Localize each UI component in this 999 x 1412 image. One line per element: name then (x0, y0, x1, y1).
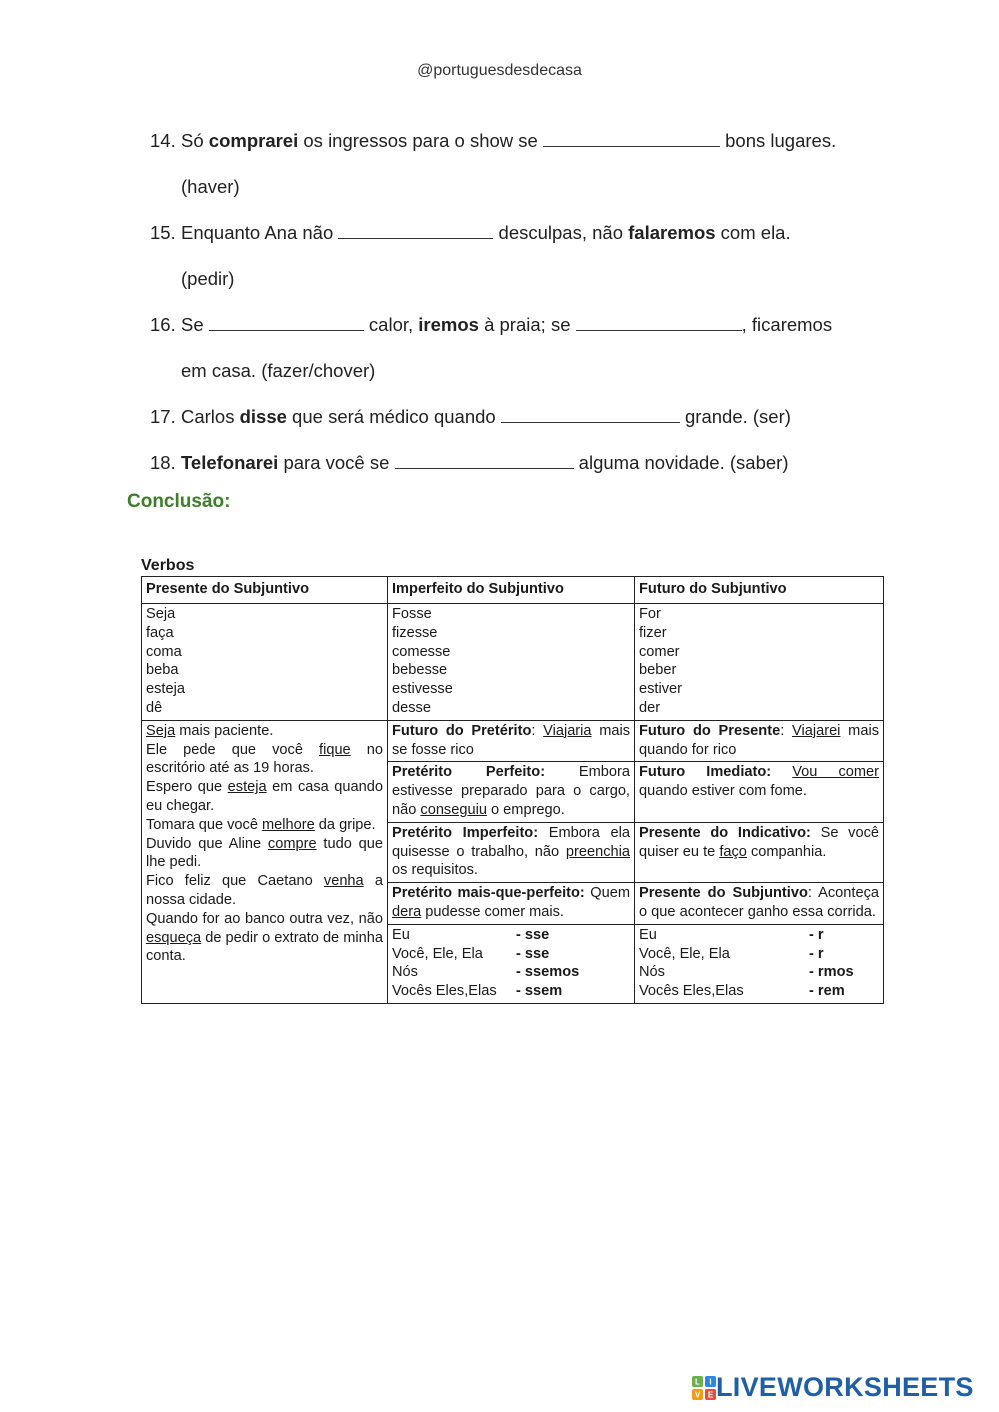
example-text: no escritório até as 19 horas. (146, 741, 383, 777)
verbos-title: Verbos (141, 557, 195, 574)
mais-que-perfeito-cell (388, 883, 635, 925)
underlined-verb: Seja (146, 722, 176, 739)
list-item: bebesse (392, 662, 448, 679)
tense-label: Presente do Subjuntivo (639, 885, 808, 902)
underlined-verb: Viajarei (792, 722, 841, 739)
example-text: companhia. (746, 843, 827, 860)
exercise-item-16 (150, 302, 890, 394)
underlined-verb: conseguiu (420, 801, 487, 818)
example-text: os requisitos. (392, 862, 478, 879)
suffix: - r (809, 945, 824, 962)
exercise-number: 15. (150, 222, 176, 243)
answer-blank[interactable] (501, 404, 680, 423)
verbos-summary (141, 556, 883, 1004)
example-text: Ele pede que você (146, 741, 320, 758)
exercise-verb: comprarei (208, 130, 299, 151)
brand-text: LIVEWORKSHEETS (716, 1372, 974, 1402)
answer-blank[interactable] (395, 450, 574, 469)
pronoun: Você, Ele, Ela (639, 945, 730, 962)
underlined-verb: venha (323, 873, 364, 890)
futuro-preterito-cell (388, 720, 635, 762)
ending-row (639, 945, 879, 964)
example-text: : (531, 722, 544, 739)
exercise-hint: em casa. (fazer/chover) (181, 360, 376, 381)
underlined-verb: compre (267, 835, 317, 852)
svg-text:I: I (709, 1377, 712, 1386)
ending-row (392, 926, 630, 945)
ending-row (639, 963, 879, 982)
example-text: quando estiver com fome. (639, 783, 807, 800)
pronoun: Nós (392, 964, 418, 981)
underlined-verb: melhore (262, 816, 315, 833)
tense-label: Futuro do Pretérito (392, 722, 532, 739)
svg-text:E: E (707, 1390, 714, 1399)
list-item: desse (392, 699, 431, 716)
list-item: fizesse (392, 624, 438, 641)
tense-label: Futuro do Presente (639, 722, 781, 739)
example-text: pudesse comer mais. (421, 903, 564, 920)
header-imperfeito: Imperfeito do Subjuntivo (388, 577, 635, 604)
imperfeito-endings-cell (388, 924, 635, 1003)
exercise-number: 18. (150, 452, 176, 473)
list-item: estivesse (392, 681, 453, 698)
tense-label: Pretérito Perfeito: (392, 764, 546, 781)
example-text: Quem (584, 885, 631, 902)
exercise-text: bons lugares. (720, 130, 837, 151)
underlined-verb: dera (392, 903, 422, 920)
list-item: Fosse (392, 606, 432, 622)
table-header-row (142, 577, 884, 604)
futuro-imediato-cell (635, 762, 884, 822)
example-text: mais se fosse rico (392, 722, 631, 758)
exercise-hint: (haver) (181, 176, 240, 197)
svg-text:L: L (695, 1377, 700, 1386)
answer-blank[interactable] (338, 220, 493, 239)
exercise-item-18 (150, 440, 890, 486)
list-item: faça (146, 624, 174, 641)
suffix: - ssemos (516, 964, 580, 981)
tense-label: Pretérito mais-que-perfeito: (392, 885, 585, 902)
underlined-verb: esteja (227, 779, 267, 796)
list-item: comesse (392, 643, 451, 660)
example-text: a nossa cidade. (146, 873, 384, 908)
example-text (771, 764, 792, 780)
pronoun: Eu (392, 926, 410, 943)
exercise-text: para você se (278, 452, 390, 473)
list-item: Seja (146, 606, 176, 622)
example-text: Se você quiser eu te (639, 824, 879, 860)
pronoun: Você, Ele, Ela (392, 945, 483, 962)
page-header-handle: @portuguesdesdecasa (417, 62, 582, 79)
exercise-text: que será médico quando (286, 406, 496, 427)
presente-examples-cell (142, 720, 388, 1003)
underlined-verb: faço (719, 843, 747, 860)
suffix: - r (809, 926, 824, 943)
header-futuro: Futuro do Subjuntivo (635, 577, 884, 604)
futuro-endings-cell (635, 924, 884, 1003)
exercise-text: Carlos (181, 406, 240, 427)
underlined-verb: Vou comer (792, 764, 879, 781)
pronoun: Eu (639, 926, 657, 943)
example-text: da gripe. (314, 816, 376, 833)
presente-list-cell (142, 604, 388, 721)
list-item: coma (146, 643, 182, 660)
list-item: beber (639, 662, 677, 679)
exercise-item-17 (150, 394, 890, 440)
underlined-verb: Viajaria (543, 722, 592, 739)
example-text: : (807, 885, 812, 902)
list-item: comer (639, 643, 680, 660)
exercise-text: grande. (ser) (679, 406, 791, 427)
preterito-imperfeito-cell (388, 822, 635, 882)
example-text: de pedir o extrato de minha conta. (146, 929, 383, 965)
answer-blank[interactable] (543, 128, 720, 147)
underlined-verb: fique (319, 741, 351, 758)
example-text: Espero que (146, 779, 228, 796)
list-item: fizer (639, 624, 667, 641)
suffix: - sse (516, 926, 550, 943)
example-text: mais quando for rico (639, 722, 879, 758)
exercise-text: com ela. (715, 222, 791, 243)
presente-subjuntivo-cell (635, 883, 884, 925)
answer-blank[interactable] (209, 312, 364, 331)
list-item: estiver (639, 681, 682, 698)
suffix: - rem (809, 983, 845, 1000)
list-item: beba (146, 662, 179, 679)
example-text: Aconteça o que acontecer ganho essa corrida. (639, 885, 879, 920)
ending-row (639, 926, 879, 945)
example-text: Quando for ao banco outra vez, não (146, 910, 383, 927)
exercise-number: 16. (150, 314, 176, 335)
example-text: mais paciente. (175, 722, 274, 739)
ending-row (392, 945, 630, 964)
exercise-item-14 (150, 118, 890, 210)
tense-label: Pretérito Imperfeito: (392, 824, 539, 841)
pronoun: Vocês Eles,Elas (392, 983, 497, 1000)
answer-blank[interactable] (576, 312, 742, 331)
example-text: em casa quando eu chegar. (146, 779, 383, 814)
futuro-presente-cell (635, 720, 884, 762)
table-row (142, 720, 884, 762)
list-item: For (639, 606, 661, 622)
futuro-list-cell (635, 604, 884, 721)
exercise-number: 14. (150, 130, 176, 151)
example-text: Embora ela quisesse o trabalho, não (392, 824, 630, 860)
example-text: Duvido que Aline (146, 835, 268, 852)
exercise-verb: disse (239, 406, 287, 427)
liveworksheets-logo-icon (692, 1376, 716, 1400)
list-item: esteja (146, 681, 185, 698)
exercise-item-15 (150, 210, 890, 302)
tense-label: Presente do Indicativo: (639, 824, 811, 841)
underlined-verb: esqueça (146, 929, 202, 946)
example-text: tudo que lhe pedi. (146, 835, 383, 871)
svg-text:V: V (694, 1390, 701, 1399)
exercise-list (150, 118, 890, 486)
underlined-verb: preenchia (565, 843, 630, 860)
suffix: - sse (516, 945, 550, 962)
exercise-text: calor, (363, 314, 419, 335)
verb-table (141, 576, 884, 1004)
exercise-text: os ingressos para o show se (298, 130, 538, 151)
pronoun: Nós (639, 964, 665, 981)
exercise-text: Só (181, 130, 209, 151)
suffix: - ssem (516, 983, 563, 1000)
exercise-text: , ficaremos (741, 314, 833, 335)
exercise-hint: (pedir) (181, 268, 235, 289)
example-text: Embora estivesse preparado para o cargo, não (392, 764, 631, 818)
exercise-text: Se (181, 314, 204, 335)
exercise-verb: Telefonarei (181, 452, 279, 473)
suffix: - rmos (809, 964, 854, 981)
exercise-verb: falaremos (628, 222, 716, 243)
list-item: der (639, 699, 661, 716)
example-text: Tomara que você (146, 816, 263, 833)
ending-row (639, 982, 879, 1001)
table-row (142, 604, 884, 721)
liveworksheets-brand (692, 1372, 974, 1403)
ending-row (392, 963, 630, 982)
preterito-perfeito-cell (388, 762, 635, 822)
exercise-text: Enquanto Ana não (181, 222, 334, 243)
ending-row (392, 982, 630, 1001)
exercise-text: à praia; se (478, 314, 571, 335)
exercise-verb: iremos (418, 314, 479, 335)
example-text: : (780, 722, 793, 739)
exercise-text: alguma novidade. (saber) (573, 452, 789, 473)
presente-indicativo-cell (635, 822, 884, 882)
exercise-text: desculpas, não (493, 222, 629, 243)
header-presente: Presente do Subjuntivo (142, 577, 388, 604)
imperfeito-list-cell (388, 604, 635, 721)
list-item: dê (146, 699, 163, 716)
exercise-number: 17. (150, 406, 176, 427)
example-text: o emprego. (486, 801, 565, 818)
conclusion-heading: Conclusão: (127, 491, 231, 512)
pronoun: Vocês Eles,Elas (639, 983, 744, 1000)
tense-label: Futuro Imediato: (639, 764, 772, 781)
example-text: Fico feliz que Caetano (146, 873, 324, 890)
